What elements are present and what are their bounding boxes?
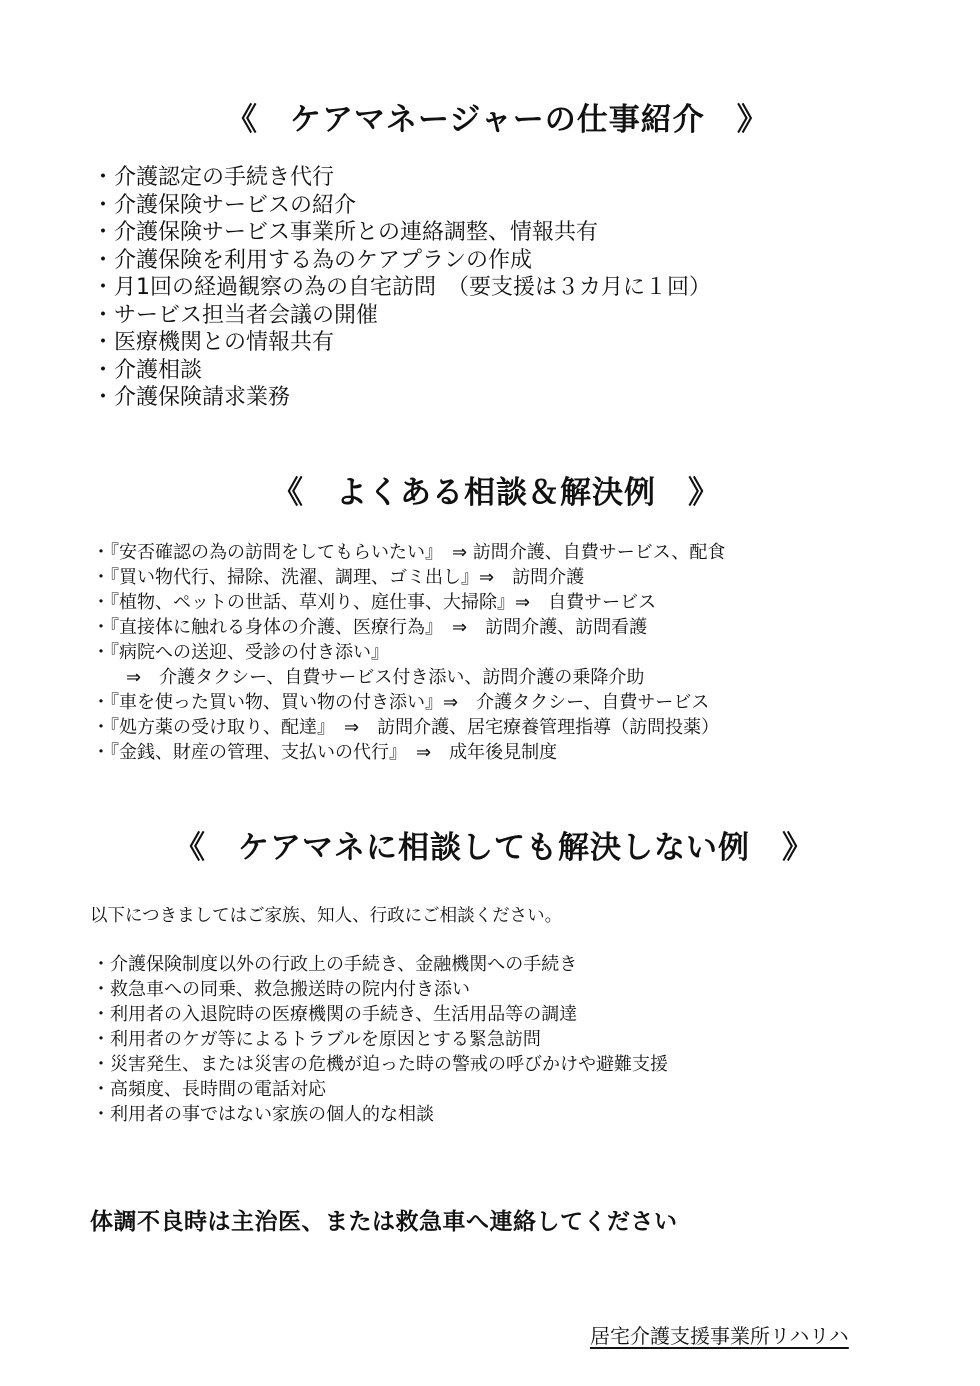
- list-item: ・利用者の入退院時の医療機関の手続き、生活用品等の調達: [92, 1004, 578, 1025]
- list-item: ・介護相談: [92, 357, 203, 383]
- list-item: ・『病院への送迎、受診の付き添い』: [92, 642, 389, 663]
- section2-heading: 《 よくある相談＆解決例 》: [272, 475, 720, 511]
- list-item-continuation: ⇒ 介護タクシー、自費サービス付き添い、訪問介護の乗降介助: [126, 667, 645, 688]
- section3-list: [92, 952, 668, 1127]
- list-item: ・介護保険請求業務: [92, 385, 291, 410]
- list-item: ・介護認定の手続き代行: [92, 165, 335, 190]
- section3-note: 以下につきましてはご家族、知人、行政にご相談ください。: [90, 906, 563, 926]
- section1-list: [92, 164, 711, 412]
- office-name: 居宅介護支援事業所リハリハ: [590, 1324, 849, 1348]
- list-item: ・介護保険サービスの紹介: [92, 192, 357, 218]
- list-item: ・介護保険を利用する為のケアプランの作成: [92, 247, 533, 273]
- list-item: ・介護保険サービス事業所との連絡調整、情報共有: [92, 220, 599, 245]
- list-item: ・利用者のケガ等によるトラブルを原因とする緊急訪問: [92, 1029, 541, 1050]
- list-item: ・『買い物代行、掃除、洗濯、調理、ゴミ出し』⇒ 訪問介護: [92, 567, 585, 588]
- list-item: ・災害発生、または災害の危機が迫った時の警戒の呼びかけや避難支援: [92, 1054, 668, 1075]
- list-item: ・高頻度、長時間の電話対応: [92, 1079, 326, 1100]
- list-item: ・『直接体に触れる身体の介護、医療行為』 ⇒ 訪問介護、訪問看護: [92, 617, 648, 638]
- section2-list: [92, 540, 725, 765]
- section1-heading: 《 ケアマネージャーの仕事紹介 》: [226, 102, 769, 138]
- list-item: ・サービス担当者会議の開催: [92, 302, 379, 328]
- closing-message: 体調不良時は主治医、または救急車へ連絡してください: [90, 1209, 678, 1235]
- list-item: ・『植物、ペットの世話、草刈り、庭仕事、大掃除』⇒ 自費サービス: [92, 592, 657, 613]
- list-item: ・『処方薬の受け取り、配達』 ⇒ 訪問介護、居宅療養管理指導（訪問投薬）: [92, 717, 720, 738]
- list-item: ・救急車への同乗、救急搬送時の院内付き添い: [92, 979, 470, 1000]
- list-item: ・『安否確認の為の訪問をしてもらいたい』 ⇒ 訪問介護、自費サービス、配食: [92, 542, 726, 563]
- list-item: ・医療機関との情報共有: [92, 330, 335, 355]
- list-item: ・介護保険制度以外の行政上の手続き、金融機関への手続き: [92, 954, 578, 975]
- list-item: ・利用者の事ではない家族の個人的な相談: [92, 1104, 434, 1125]
- list-item: ・月1回の経過観察の為の自宅訪問 （要支援は３カ月に１回）: [92, 275, 711, 300]
- list-item: ・『金銭、財産の管理、支払いの代行』 ⇒ 成年後見制度: [92, 742, 558, 763]
- list-item: ・『車を使った買い物、買い物の付き添い』⇒ 介護タクシー、自費サービス: [92, 692, 710, 713]
- section3-heading: 《 ケアマネに相談しても解決しない例 》: [174, 830, 814, 866]
